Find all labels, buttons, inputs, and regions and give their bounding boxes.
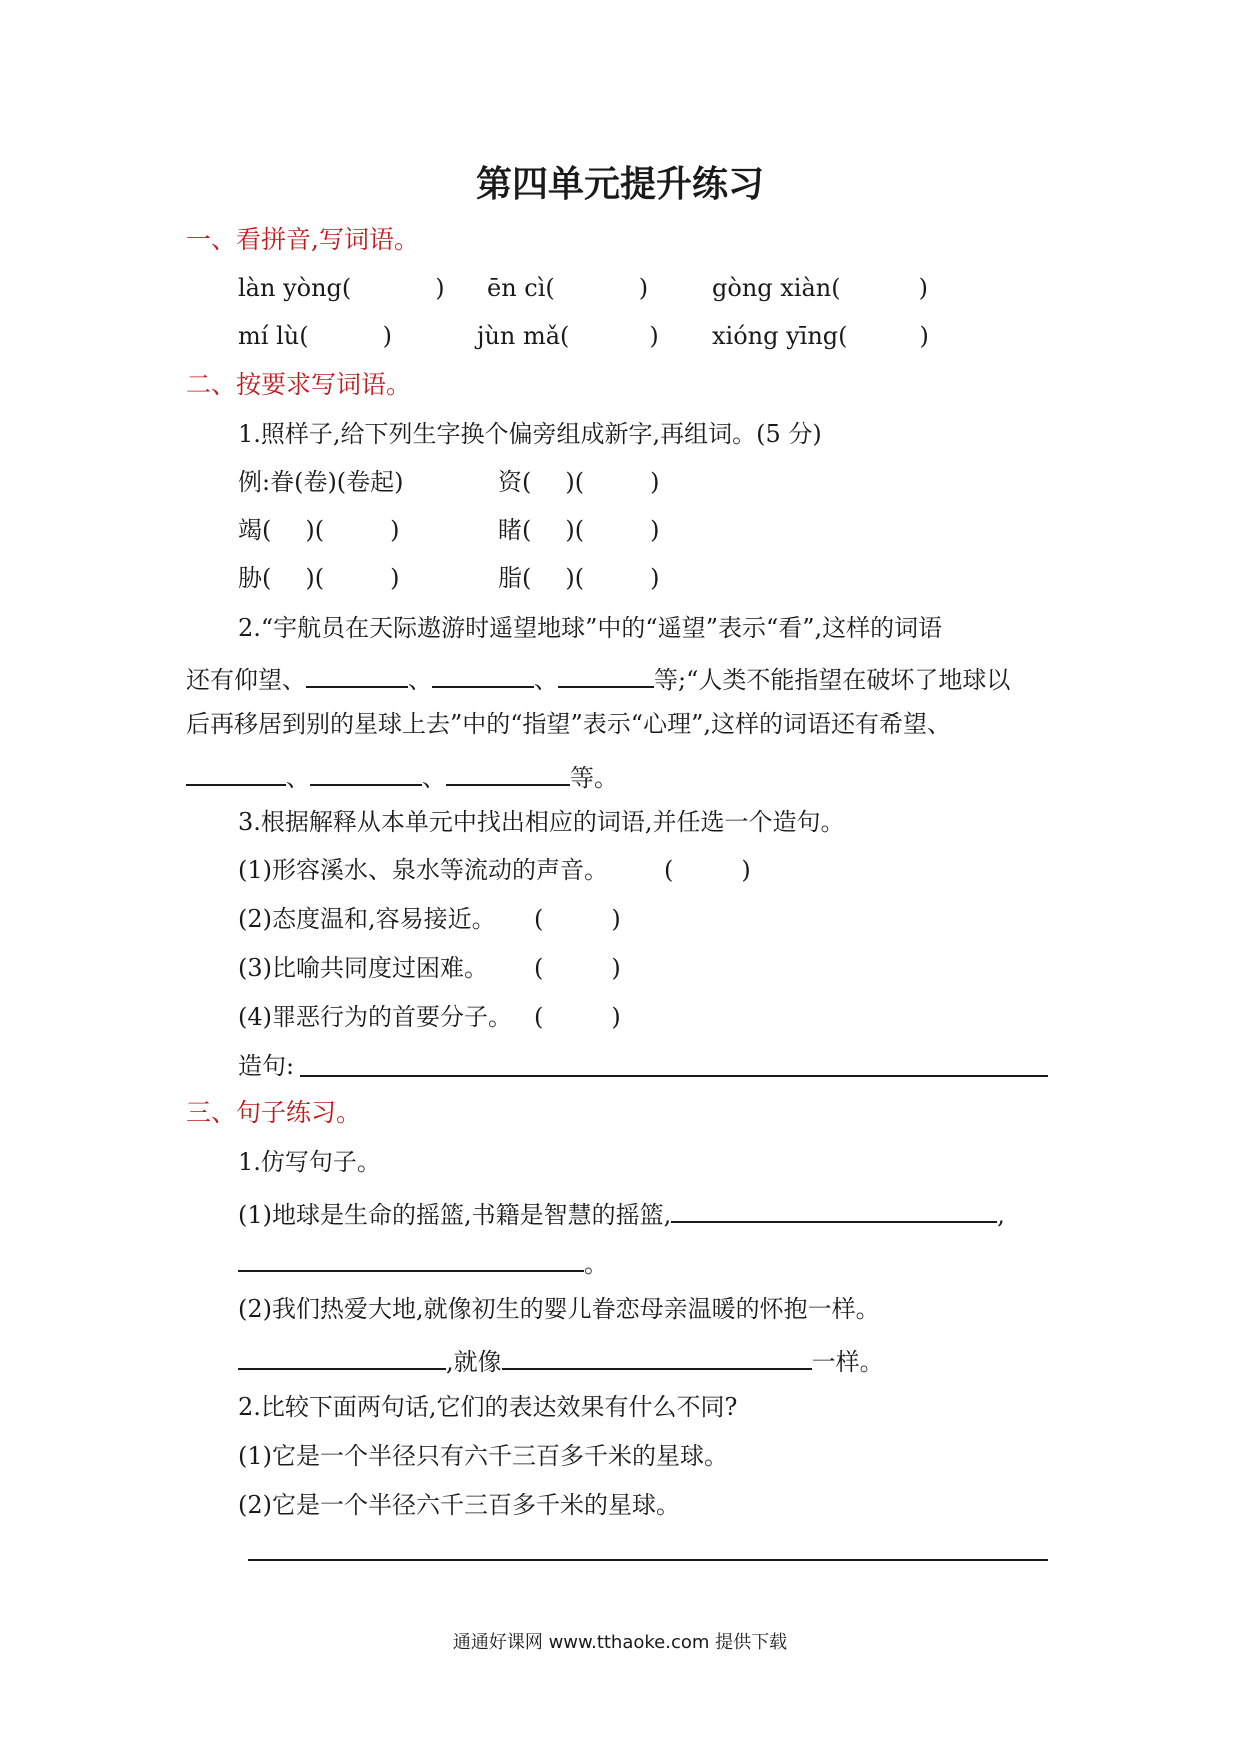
section-heading-1: 一、看拼音,写词语。 bbox=[186, 225, 419, 254]
pinyin-item-2: ēn cì( ) bbox=[487, 274, 649, 302]
answer-underline[interactable] bbox=[238, 1244, 584, 1272]
pinyin-text: gòng xiàn( bbox=[712, 274, 841, 302]
definition-answer-2: ( ) bbox=[534, 905, 621, 933]
radical-item-zi: 资( )( ) bbox=[498, 468, 660, 496]
definition-item-3: (3)比喻共同度过困难。 bbox=[238, 954, 488, 982]
compare-answer-line[interactable] bbox=[248, 1559, 1048, 1561]
pinyin-text: làn yòng( bbox=[238, 274, 352, 302]
question-2-2-line-4: 、 、 等。 bbox=[186, 758, 618, 794]
compare-sentence-1: (1)它是一个半径只有六千三百多千米的星球。 bbox=[238, 1442, 728, 1470]
pinyin-text: ēn cì( bbox=[487, 274, 555, 302]
page-title: 第四单元提升练习 bbox=[475, 163, 764, 205]
answer-underline[interactable] bbox=[446, 758, 570, 786]
imitation-sentence-2: (2)我们热爱大地,就像初生的婴儿眷恋母亲温暖的怀抱一样。 bbox=[238, 1295, 880, 1323]
pinyin-item-3: gòng xiàn( ) bbox=[712, 274, 928, 302]
question-3-2-prompt: 2.比较下面两句话,它们的表达效果有什么不同? bbox=[238, 1393, 738, 1421]
answer-underline[interactable] bbox=[310, 758, 422, 786]
definition-item-1: (1)形容溪水、泉水等流动的声音。 bbox=[238, 856, 608, 884]
pinyin-item-5: jùn mǎ( ) bbox=[477, 322, 659, 350]
radical-item-xie: 胁( )( ) bbox=[238, 564, 400, 592]
answer-underline[interactable] bbox=[432, 660, 534, 688]
imitation-sentence-1: (1)地球是生命的摇篮,书籍是智慧的摇篮, , bbox=[238, 1195, 1005, 1231]
question-2-2-line-1: 2.“宇航员在天际遨游时遥望地球”中的“遥望”表示“看”,这样的词语 bbox=[238, 614, 943, 642]
pinyin-item-4: mí lù( ) bbox=[238, 322, 392, 350]
definition-item-4: (4)罪恶行为的首要分子。 bbox=[238, 1003, 512, 1031]
sentence-label: 造句: bbox=[238, 1052, 295, 1080]
answer-underline[interactable] bbox=[671, 1195, 997, 1223]
pinyin-text: mí lù( bbox=[238, 322, 309, 350]
definition-answer-4: ( ) bbox=[534, 1003, 621, 1031]
answer-underline[interactable] bbox=[186, 758, 286, 786]
imitation-sentence-1-cont: 。 bbox=[238, 1244, 608, 1280]
definition-answer-1: ( ) bbox=[664, 856, 751, 884]
answer-underline[interactable] bbox=[306, 660, 408, 688]
radical-item-zhi: 脂( )( ) bbox=[498, 564, 660, 592]
question-2-3-prompt: 3.根据解释从本单元中找出相应的词语,并任选一个造句。 bbox=[238, 808, 845, 836]
compare-sentence-2: (2)它是一个半径六千三百多千米的星球。 bbox=[238, 1491, 680, 1519]
question-3-1-prompt: 1.仿写句子。 bbox=[238, 1148, 381, 1176]
sentence-answer-line[interactable] bbox=[300, 1075, 1048, 1077]
pinyin-item-1: làn yòng( ) bbox=[238, 274, 445, 302]
definition-answer-3: ( ) bbox=[534, 954, 621, 982]
footer-credit: 通通好课网 www.tthaoke.com 提供下载 bbox=[452, 1632, 788, 1653]
section-heading-2: 二、按要求写词语。 bbox=[186, 370, 412, 399]
example-line: 例:眷(卷)(卷起) bbox=[238, 468, 404, 496]
radical-item-du: 睹( )( ) bbox=[498, 516, 660, 544]
answer-underline[interactable] bbox=[238, 1342, 446, 1370]
question-2-1-prompt: 1.照样子,给下列生字换个偏旁组成新字,再组词。(5 分) bbox=[238, 420, 822, 448]
question-2-2-line-3: 后再移居到别的星球上去”中的“指望”表示“心理”,这样的词语还有希望、 bbox=[186, 710, 951, 738]
question-2-2-line-2: 还有仰望、 、 、 等;“人类不能指望在破坏了地球以 bbox=[186, 660, 1010, 696]
radical-item-jie: 竭( )( ) bbox=[238, 516, 400, 544]
pinyin-text: jùn mǎ( bbox=[477, 322, 570, 350]
imitation-sentence-2-answer: ,就像 一样。 bbox=[238, 1342, 884, 1378]
answer-underline[interactable] bbox=[558, 660, 654, 688]
definition-item-2: (2)态度温和,容易接近。 bbox=[238, 905, 496, 933]
pinyin-text: xióng yīng( bbox=[712, 322, 848, 350]
answer-underline[interactable] bbox=[502, 1342, 812, 1370]
section-heading-3: 三、句子练习。 bbox=[186, 1098, 362, 1127]
pinyin-item-6: xióng yīng( ) bbox=[712, 322, 929, 350]
